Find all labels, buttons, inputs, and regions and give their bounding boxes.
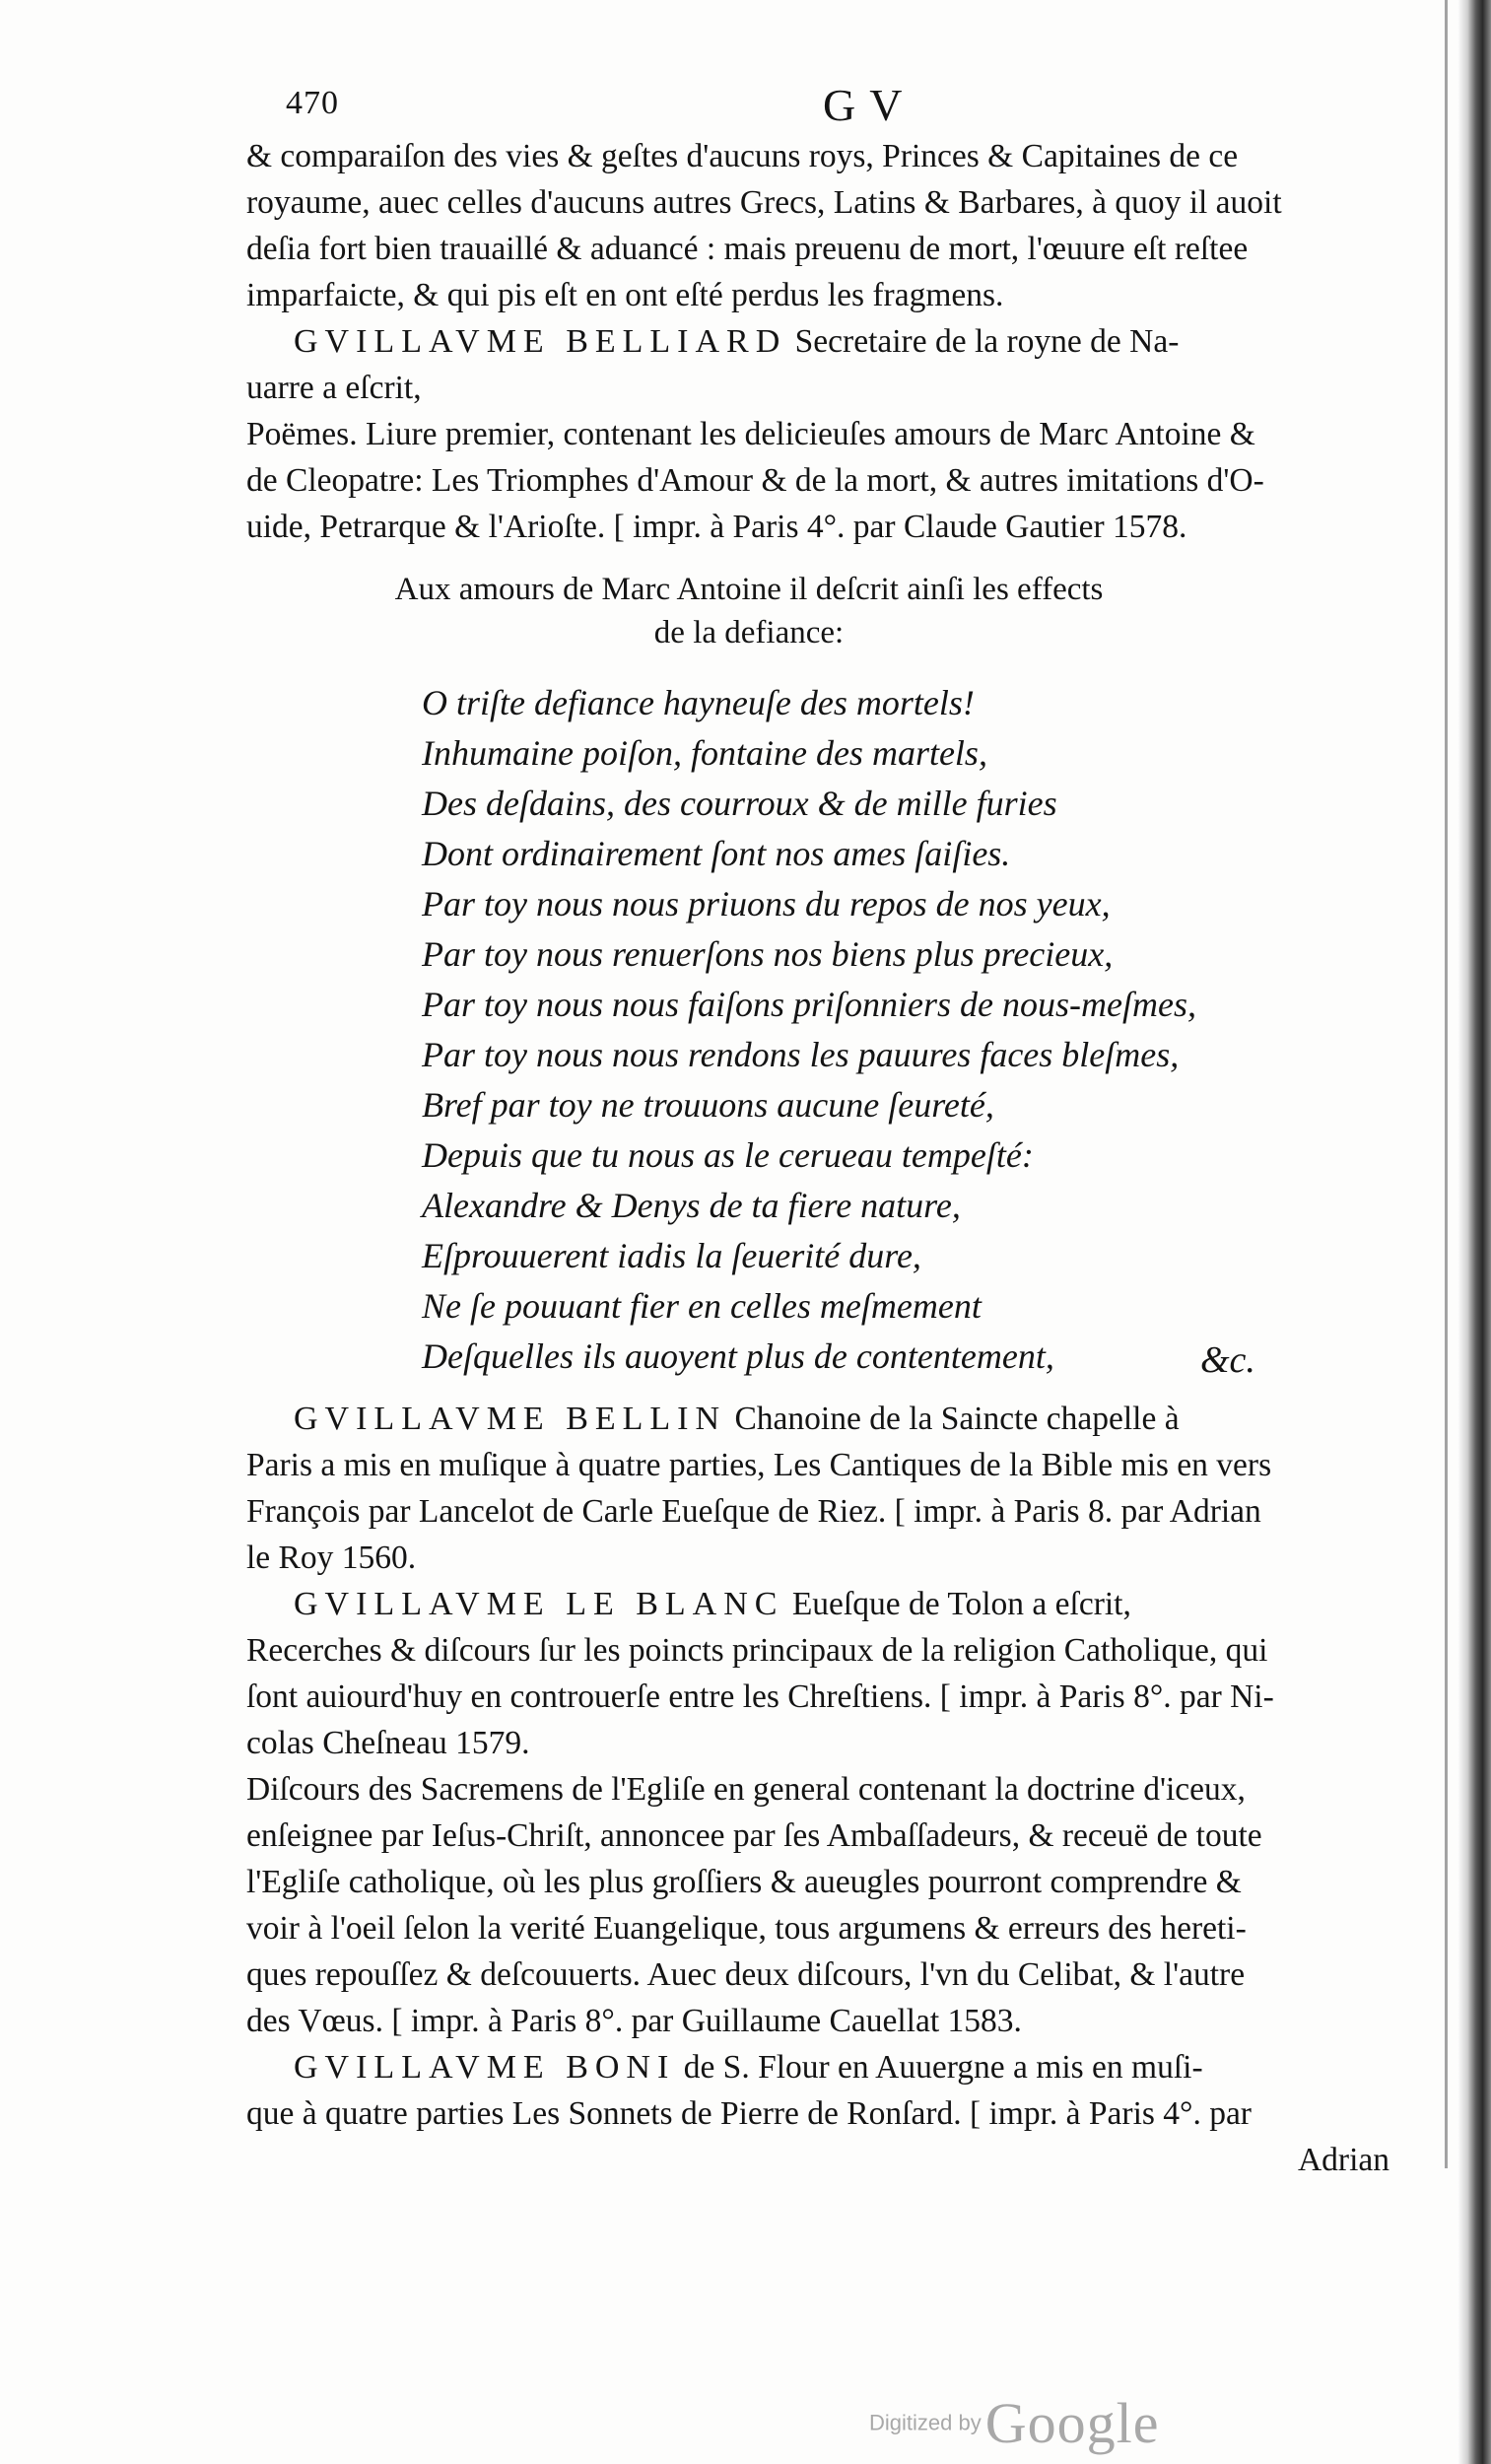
verse-line: Inhumaine poiſon, fontaine des martels, (422, 733, 987, 773)
text-line: de Cleopatre: Les Triomphes d'Amour & de la mort, & autres imitations d'O- (246, 462, 1264, 499)
text-line: le Roy 1560. (246, 1540, 417, 1576)
body-text (246, 133, 1429, 2183)
entry-text: Eueſque de Tolon a eſcrit, (791, 1586, 1131, 1622)
text-line: Recerches & diſcours ſur les poincts principaux de la religion Catholique, qui (246, 1632, 1268, 1669)
entry-heading-belliard (246, 318, 1429, 365)
verse-caption (246, 568, 1252, 654)
text-line: Diſcours des Sacremens de l'Egliſe en general contenant la doctrine d'iceux, (246, 1771, 1246, 1808)
text-line: des Vœus. [ impr. à Paris 8°. par Guillaume Cauellat 1583. (246, 2003, 1022, 2039)
page-edge (1457, 0, 1491, 2464)
verse-line-last (422, 1332, 1429, 1382)
text-line: Paris a mis en muſique à quatre parties, Les Cantiques de la Bible mis en vers (246, 1447, 1272, 1483)
text-line: ques repouſſez & deſcouuerts. Auec deux diſcours, l'vn du Celibat, & l'autre (246, 1956, 1246, 1993)
verse-line: Eſprouuerent iadis la ſeuerité dure, (422, 1236, 921, 1275)
verse-line: Depuis que tu nous as le cerueau tempeſté: (422, 1135, 1034, 1175)
verse-line: Par toy nous nous faiſons priſonniers de nous-meſmes, (422, 985, 1196, 1024)
author-name: GVILLAVME LE BLANC (294, 1586, 784, 1622)
author-name: GVILLAVME BELLIARD (294, 323, 787, 360)
digitized-watermark (869, 2390, 1159, 2456)
digitized-by-label: Digitized by (869, 2410, 982, 2435)
verse-line: Par toy nous nous rendons les pauures faces bleſmes, (422, 1035, 1180, 1074)
text-line: royaume, auec celles d'aucuns autres Grecs, Latins & Barbares, à quoy il auoit (246, 184, 1282, 221)
entry-text: Secretaire de la royne de Na- (794, 323, 1180, 360)
verse-line: Bref par toy ne trouuons aucune ſeureté, (422, 1085, 994, 1125)
entry-text: de S. Flour en Auuergne a mis en muſi- (683, 2049, 1203, 2086)
author-name: GVILLAVME BELLIN (294, 1401, 727, 1437)
caption-line: Aux amours de Marc Antoine il deſcrit ainſi les effects (394, 572, 1104, 607)
verse-line: Deſquelles ils auoyent plus de contentement, (422, 1336, 1054, 1376)
entry-heading-boni (246, 2044, 1429, 2090)
text-line: & comparaiſon des vies & geſtes d'aucuns roys, Princes & Capitaines de ce (246, 138, 1239, 174)
verse-line: Par toy nous renuerſons nos biens plus precieux, (422, 934, 1114, 974)
page-header (286, 79, 1439, 128)
running-head: GV (823, 80, 916, 130)
text-line: enſeignee par Ieſus-Chriſt, annoncee par ſes Ambaſſadeurs, & receuë de toute (246, 1817, 1262, 1854)
verse-line: O triſte defiance hayneuſe des mortels! (422, 683, 975, 722)
verse-line: Par toy nous nous priuons du repos de nos yeux, (422, 884, 1111, 924)
text-line: imparfaicte, & qui pis eſt en ont eſté perdus les fragmens. (246, 277, 1004, 313)
page-gutter-shadow (1445, 0, 1448, 2168)
text-line: que à quatre parties Les Sonnets de Pierre de Ronſard. [ impr. à Paris 4°. par (246, 2095, 1252, 2132)
verse-line: Des deſdains, des courroux & de mille furies (422, 784, 1057, 823)
author-name: GVILLAVME BONI (294, 2049, 676, 2086)
text-line: uarre a eſcrit, (246, 370, 422, 406)
etc-mark: &c. (1200, 1339, 1255, 1381)
text-line: colas Cheſneau 1579. (246, 1725, 530, 1761)
text-line: Poëmes. Liure premier, contenant les delicieuſes amours de Marc Antoine & (246, 416, 1255, 452)
entry-text: Chanoine de la Saincte chapelle à (734, 1401, 1180, 1437)
caption-line: de la defiance: (653, 615, 845, 650)
verse-line: Alexandre & Denys de ta fiere nature, (422, 1186, 961, 1225)
text-line: voir à l'oeil ſelon la verité Euangelique, tous argumens & erreurs des hereti- (246, 1910, 1247, 1947)
text-line: François par Lancelot de Carle Eueſque de Riez. [ impr. à Paris 8. par Adrian (246, 1493, 1261, 1530)
verse-line: Dont ordinairement ſont nos ames ſaiſies. (422, 834, 1011, 873)
google-logo: Google (984, 2391, 1160, 2455)
text-line: ſont auiourd'huy en controuerſe entre les Chreſtiens. [ impr. à Paris 8°. par Ni- (246, 1678, 1274, 1715)
text-line: deſia fort bien trauaillé & aduancé : mais preuenu de mort, l'œuure eſt reſtee (246, 231, 1249, 267)
entry-heading-le-blanc (246, 1581, 1429, 1627)
verse-block (246, 678, 1429, 1382)
verse-line: Ne ſe pouuant fier en celles meſmement (422, 1286, 982, 1326)
text-line: uide, Petrarque & l'Arioſte. [ impr. à Paris 4°. par Claude Gautier 1578. (246, 509, 1187, 545)
page-number: 470 (286, 85, 339, 121)
text-line: l'Egliſe catholique, où les plus groſſiers & aueugles pourront comprendre & (246, 1864, 1242, 1900)
entry-heading-bellin (246, 1396, 1429, 1442)
catchword: Adrian (1297, 2142, 1389, 2178)
